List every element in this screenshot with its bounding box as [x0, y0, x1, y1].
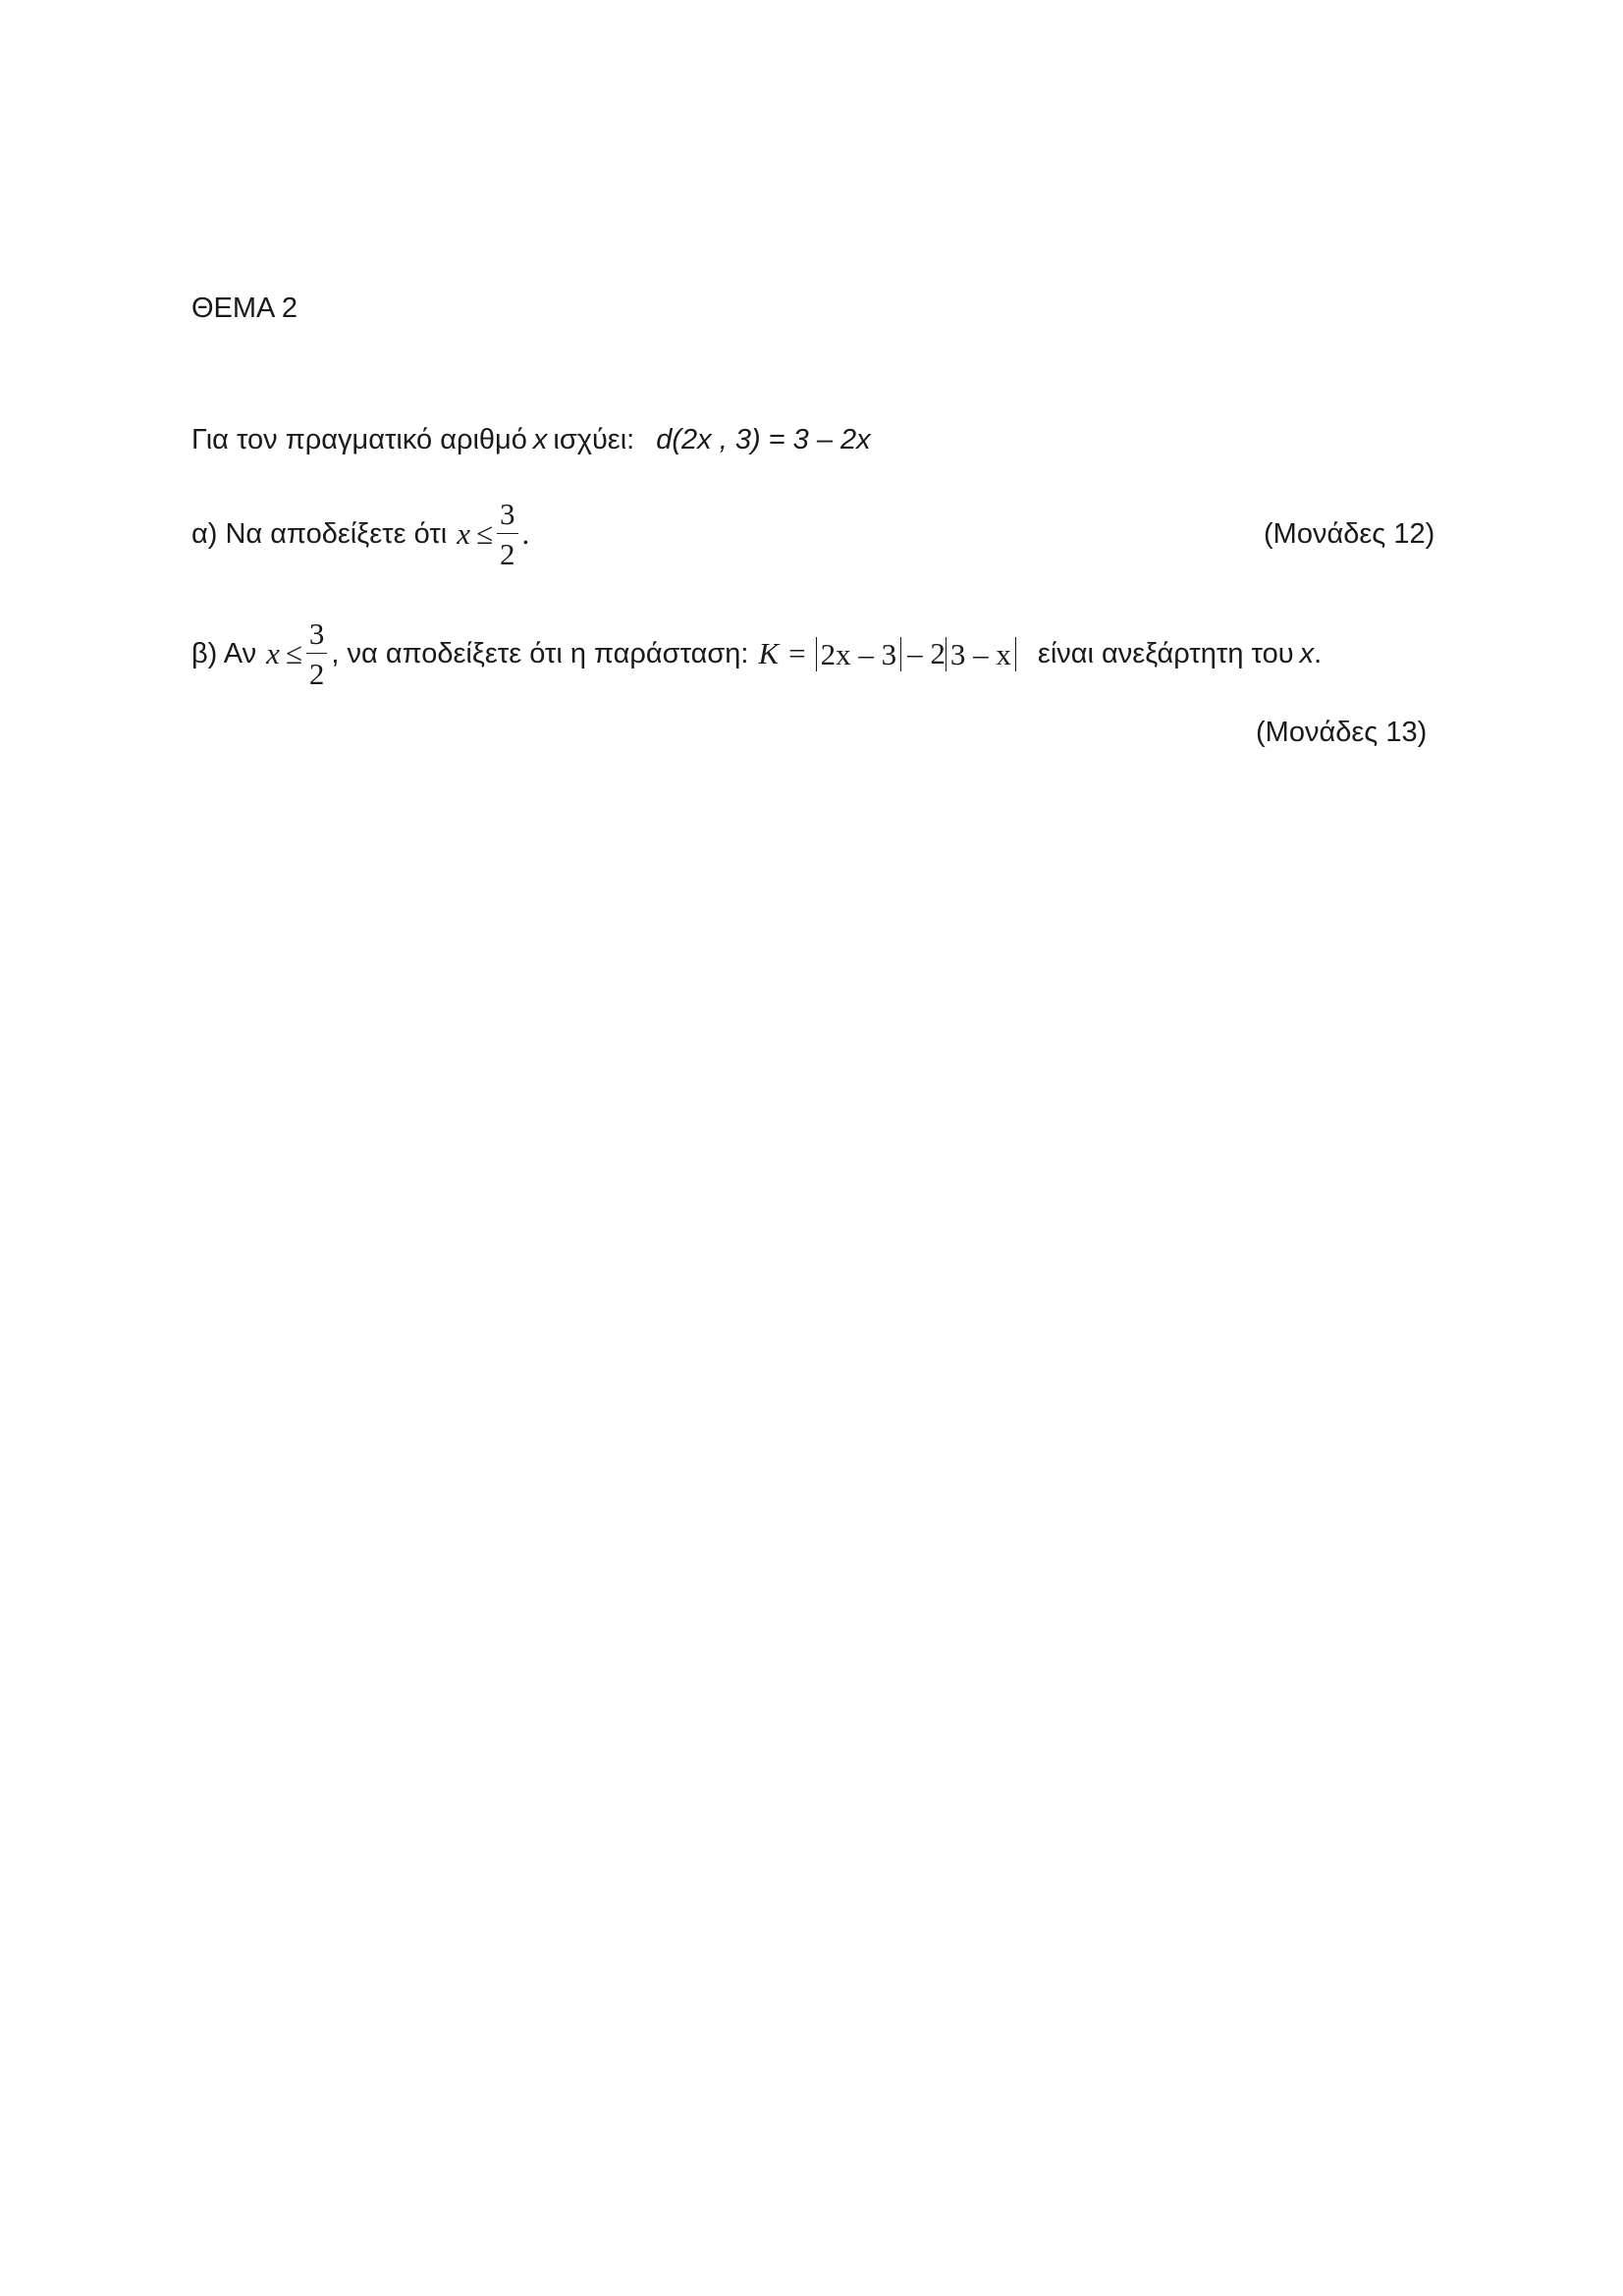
part-b-equals: = [788, 636, 806, 670]
part-b-abs-2: 3 – x [946, 637, 1016, 671]
fraction-bar [306, 653, 328, 654]
part-a-marks: (Μονάδες 12) [1264, 518, 1435, 550]
part-a-end: . [521, 516, 530, 551]
part-b-end: . [1314, 637, 1323, 669]
intro-line [191, 424, 871, 456]
part-a-lhs: x [457, 516, 470, 551]
part-a-denominator: 2 [500, 537, 515, 571]
part-b-k: K [758, 636, 780, 670]
part-a-numerator: 3 [500, 497, 515, 531]
part-b-variable: x [1299, 637, 1315, 669]
part-b-line [191, 618, 1322, 689]
part-b-fraction [306, 618, 328, 689]
part-b-abs-1: 2x – 3 [816, 637, 902, 671]
part-a-relation: ≤ [476, 516, 494, 551]
intro-text: Για τον πραγματικό αριθμό [191, 424, 527, 455]
intro-formula: d(2x , 3) = 3 – 2x [656, 424, 871, 455]
part-b-denominator: 2 [308, 657, 325, 691]
part-b-text-end: είναι ανεξάρτητη του [1037, 637, 1294, 669]
intro-text-2: ισχύει: [553, 424, 635, 455]
part-b-minus: – 2 [907, 636, 946, 670]
page-title [191, 293, 298, 325]
intro-variable: x [532, 424, 548, 455]
part-b-lhs: x [266, 636, 280, 670]
heading-text: ΘΕΜΑ 2 [191, 293, 298, 324]
part-b-marks: (Μονάδες 13) [1256, 717, 1428, 748]
part-a-label: α) Να αποδείξετε ότι [191, 517, 448, 550]
part-a-fraction [497, 499, 518, 569]
part-a-line [191, 499, 529, 569]
part-b-relation: ≤ [285, 636, 302, 670]
part-b-numerator: 3 [308, 616, 325, 651]
part-b-text-mid: , να αποδείξετε ότι η παράσταση: [331, 637, 749, 669]
fraction-bar [497, 533, 518, 534]
part-b-label: β) Αν [191, 637, 257, 669]
